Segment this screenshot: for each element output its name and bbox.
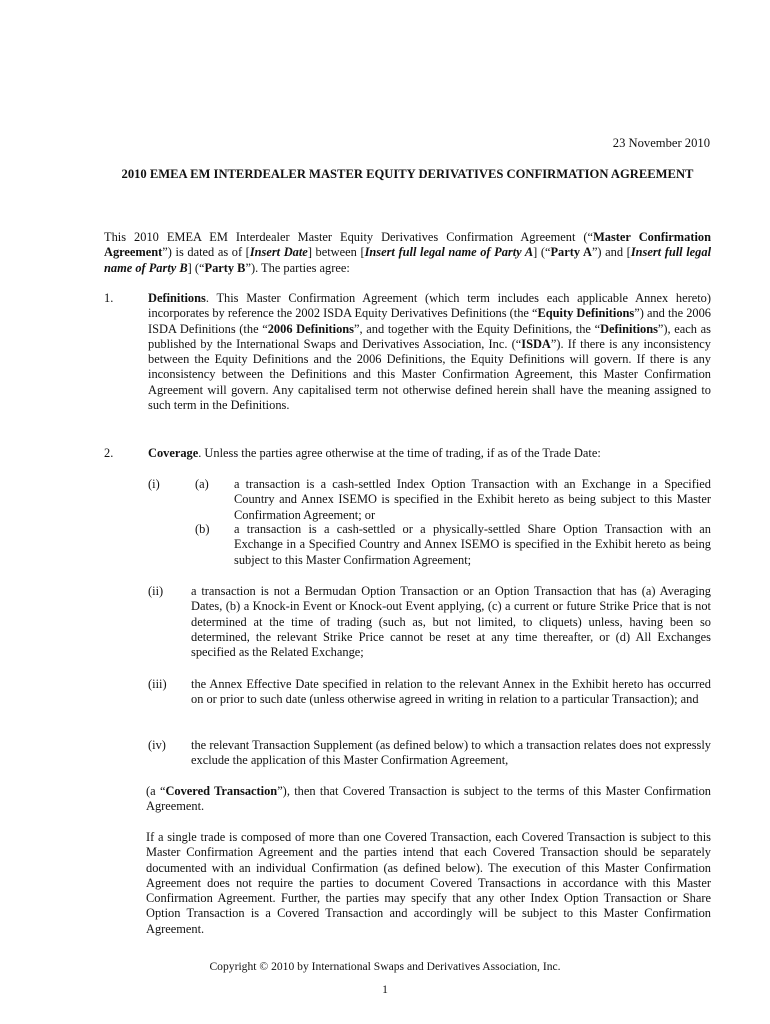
item-a-label: (a) (195, 477, 209, 491)
section-2-lead: Coverage. Unless the parties agree otherwise at the time of trading, if as of the Trade Date: (148, 446, 601, 460)
page-number: 1 (382, 983, 388, 996)
item-iii-text: the Annex Effective Date specified in relation to the relevant Annex in the Exhibit hereto has occurred on or prior to such date (unless otherwise agreed in writing in relation to a particular Transaction); and (191, 677, 711, 707)
item-iii-label: (iii) (148, 677, 167, 691)
section-1-number: 1. (104, 291, 114, 305)
item-ii-text: a transaction is not a Bermudan Option Transaction or an Option Transaction that has (a) Averaging Dates, (b) a Knock-in Event or Knock-out Event applying, (c) a current or future Strike Price that is not determined at the time of trading (such as, but not limited, to cliquets) unless, having been so determined, the relevant Strike Price cannot be reset at any time thereafter, or (d) All Exchanges specified as the Related Exchange; (191, 584, 711, 660)
section-1-definitions: Definitions. This Master Confirmation Agreement (which term includes each applicable Annex hereto) incorporates by reference the 2002 ISDA Equity Derivatives Definitions (the “Equity Definitions”) and the 2006 ISDA Definitions (the “2006 Definitions”, and together with the Equity Definitions, the “Definitions”), each as published by the International Swaps and Derivatives Association, Inc. (“ISDA”). If there is any inconsistency between the Equity Definitions and the 2006 Definitions, the Equity Definitions will govern. If there is any inconsistency between the Definitions and this Master Confirmation Agreement, this Master Confirmation Agreement will govern. Any capitalised term not otherwise defined herein shall have the meaning assigned to such term in the Definitions. (148, 291, 711, 413)
document-title: 2010 EMEA EM INTERDEALER MASTER EQUITY DERIVATIVES CONFIRMATION AGREEMENT (121, 167, 694, 181)
item-ii-label: (ii) (148, 584, 164, 598)
item-i-label: (i) (148, 477, 160, 491)
intro-paragraph: This 2010 EMEA EM Interdealer Master Equity Derivatives Confirmation Agreement (“Master Confirmation Agreement”) is dated as of [Insert Date] between [Insert full legal name of Party A] (“Party A”) and [Insert full legal name of Party B] (“Party B”). The parties agree: (104, 230, 712, 275)
single-trade-paragraph: If a single trade is composed of more than one Covered Transaction, each Covered Transaction is subject to this Master Confirmation Agreement and the parties intend that each Covered Transaction should be separately documented with an individual Confirmation (as defined below). The execution of this Master Confirmation Agreement does not require the parties to document Covered Transactions in accordance with this Master Confirmation Agreement. Further, the parties may specify that any other Index Option Transaction or Share Option Transaction is a Covered Transaction and accordingly will be subject to this Master Confirmation Agreement. (146, 830, 711, 936)
item-iv-label: (iv) (148, 738, 166, 752)
copyright-footer: Copyright © 2010 by International Swaps and Derivatives Association, Inc. (209, 960, 561, 973)
item-b-text: a transaction is a cash-settled or a physically-settled Share Option Transaction with an Exchange in a Specified Country and Annex ISEMO is specified in the Exhibit hereto as being subject to this Master Confirmation Agreement; (234, 522, 711, 567)
document-date: 23 November 2010 (612, 136, 710, 150)
covered-transaction-paragraph: (a “Covered Transaction”), then that Covered Transaction is subject to the terms of this Master Confirmation Agreement. (146, 784, 711, 814)
item-iv-text: the relevant Transaction Supplement (as defined below) to which a transaction relates does not expressly exclude the application of this Master Confirmation Agreement, (191, 738, 711, 768)
item-b-label: (b) (195, 522, 210, 536)
item-a-text: a transaction is a cash-settled Index Option Transaction with an Exchange in a Specified Country and Annex ISEMO is specified in the Exhibit hereto as being subject to this Master Confirmation Agreement; or (234, 477, 711, 522)
section-2-number: 2. (104, 446, 114, 460)
